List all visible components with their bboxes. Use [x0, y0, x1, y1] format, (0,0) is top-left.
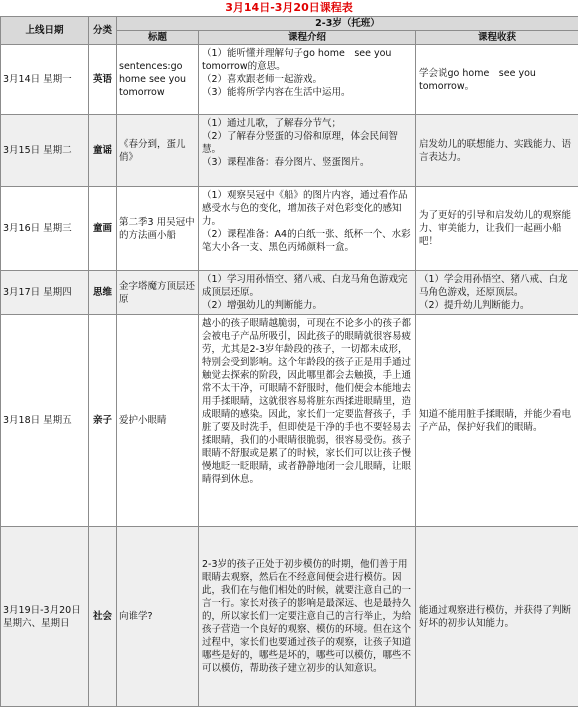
row-date: 3月14日 星期一	[1, 45, 89, 115]
row-intro	[199, 45, 416, 115]
row-topic: 第二季3 用吴冠中的方法画小船	[117, 187, 199, 271]
header-age-group: 2-3岁（托班）	[117, 17, 578, 31]
row-topic: 《春分到，蛋儿俏》	[117, 115, 199, 187]
gain-line: 启发幼儿的联想能力、实践能力、语言表达力。	[419, 138, 575, 164]
row-date: 3月15日 星期二	[1, 115, 89, 187]
table-row	[1, 45, 578, 115]
row-intro	[199, 115, 416, 187]
intro-line: （2）增强幼儿的判断能力。	[202, 299, 412, 312]
intro-line: （1）观察吴冠中《船》的图片内容，通过看作品感受水与色的变化，增加孩子对色彩变化的感知力。	[202, 189, 412, 228]
gain-line: 学会说go home see you tomorrow。	[419, 67, 575, 93]
row-gain	[416, 115, 578, 187]
header-gain: 课程收获	[416, 31, 578, 45]
gain-line: （2）提升幼儿判断能力。	[419, 299, 575, 312]
intro-line: （2）课程准备：A4的白纸一张、纸杯一个、水彩笔大小各一支、黑色丙烯颜料一盒。	[202, 228, 412, 254]
intro-line: （1）能听懂并理解句子go home see you tomorrow的意思。	[202, 47, 412, 73]
page-title: 3月14日-3月20日课程表	[0, 0, 578, 16]
table-row	[1, 187, 578, 271]
row-intro	[199, 315, 416, 527]
row-intro	[199, 187, 416, 271]
row-gain	[416, 271, 578, 315]
row-date: 3月17日 星期四	[1, 271, 89, 315]
intro-line: 越小的孩子眼睛越脆弱，可现在不论多小的孩子都会被电子产品所吸引，因此孩子的眼睛就很容易疲劳，尤其是2-3岁年龄段的孩子，一切都未成形，特别会受到影响。这个年龄段的孩子正是用手通过触觉去探索的阶段，因此哪里都会去触摸，手上通常不太干净，可眼睛不舒服时，他们便会本能地去用手揉眼睛，这就很容易将脏东西揉进眼睛里，造成眼睛的感染。因此，家长们一定要监督孩子，手脏了要及时洗手，但即使是干净的手也不要轻易去揉眼睛，我们的小眼睛很脆弱，很容易受伤。孩子眼睛不舒服或是累了的时候，家长们可以让孩子慢慢地眨一眨眼睛，或者静静地闭一会儿眼睛，让眼睛得到休息。	[202, 317, 412, 486]
row-topic: 金字塔魔方顶层还原	[117, 271, 199, 315]
intro-line: （1）通过儿歌，了解春分节气；	[202, 117, 412, 130]
row-gain	[416, 527, 578, 707]
intro-line: 2-3岁的孩子正处于初步模仿的时期，他们善于用眼睛去观察，然后在不经意间便会进行模仿。因此，我们在与他们相处的时候，就要注意自己的一言一行。家长对孩子的影响是最深远、也是最持久的，所以家长们一定要注意自己的言行举止，为给孩子营造一个良好的观察、模仿的环境。但在这个过程中，家长们也要通过孩子的观察，让孩子知道哪些是好的，哪些是坏的，哪些可以模仿，哪些不可以模仿，帮助孩子建立初步的认知意识。	[202, 558, 412, 675]
header-intro: 课程介绍	[199, 31, 416, 45]
gain-line: 为了更好的引导和启发幼儿的观察能力、审美能力，让我们一起画小船吧！	[419, 209, 575, 248]
row-category: 社会	[89, 527, 117, 707]
intro-line: （2）喜欢跟老师一起游戏。	[202, 73, 412, 86]
row-intro	[199, 527, 416, 707]
row-category: 英语	[89, 45, 117, 115]
header-topic: 标题	[117, 31, 199, 45]
row-topic: 爱护小眼睛	[117, 315, 199, 527]
table-row	[1, 271, 578, 315]
row-category: 童画	[89, 187, 117, 271]
row-gain	[416, 315, 578, 527]
table-row	[1, 315, 578, 527]
row-gain	[416, 187, 578, 271]
gain-line: 知道不能用脏手揉眼睛，并能少看电子产品，保护好我们的眼睛。	[419, 408, 575, 434]
intro-line: （3）能将所学内容在生活中运用。	[202, 86, 412, 99]
intro-line: （2）了解春分竖蛋的习俗和原理，体会民间智慧。	[202, 130, 412, 156]
row-category: 亲子	[89, 315, 117, 527]
intro-line: （3）课程准备：春分图片、竖蛋图片。	[202, 156, 412, 169]
row-topic: sentences:go home see you tomorrow	[117, 45, 199, 115]
intro-line: （1）学习用孙悟空、猪八戒、白龙马角色游戏完成顶层还原。	[202, 273, 412, 299]
table-row	[1, 527, 578, 707]
row-date: 3月18日 星期五	[1, 315, 89, 527]
row-intro	[199, 271, 416, 315]
row-topic: 向谁学?	[117, 527, 199, 707]
header-date: 上线日期	[1, 17, 89, 45]
header-category: 分类	[89, 17, 117, 45]
row-gain	[416, 45, 578, 115]
table-row	[1, 115, 578, 187]
row-category: 童谣	[89, 115, 117, 187]
gain-line: 能通过观察进行模仿，并获得了判断好坏的初步认知能力。	[419, 604, 575, 630]
schedule-table	[0, 16, 578, 707]
row-date: 3月16日 星期三	[1, 187, 89, 271]
row-date: 3月19日-3月20日 星期六、星期日	[1, 527, 89, 707]
row-category: 思维	[89, 271, 117, 315]
gain-line: （1）学会用孙悟空、猪八戒、白龙马角色游戏，还原顶层。	[419, 273, 575, 299]
